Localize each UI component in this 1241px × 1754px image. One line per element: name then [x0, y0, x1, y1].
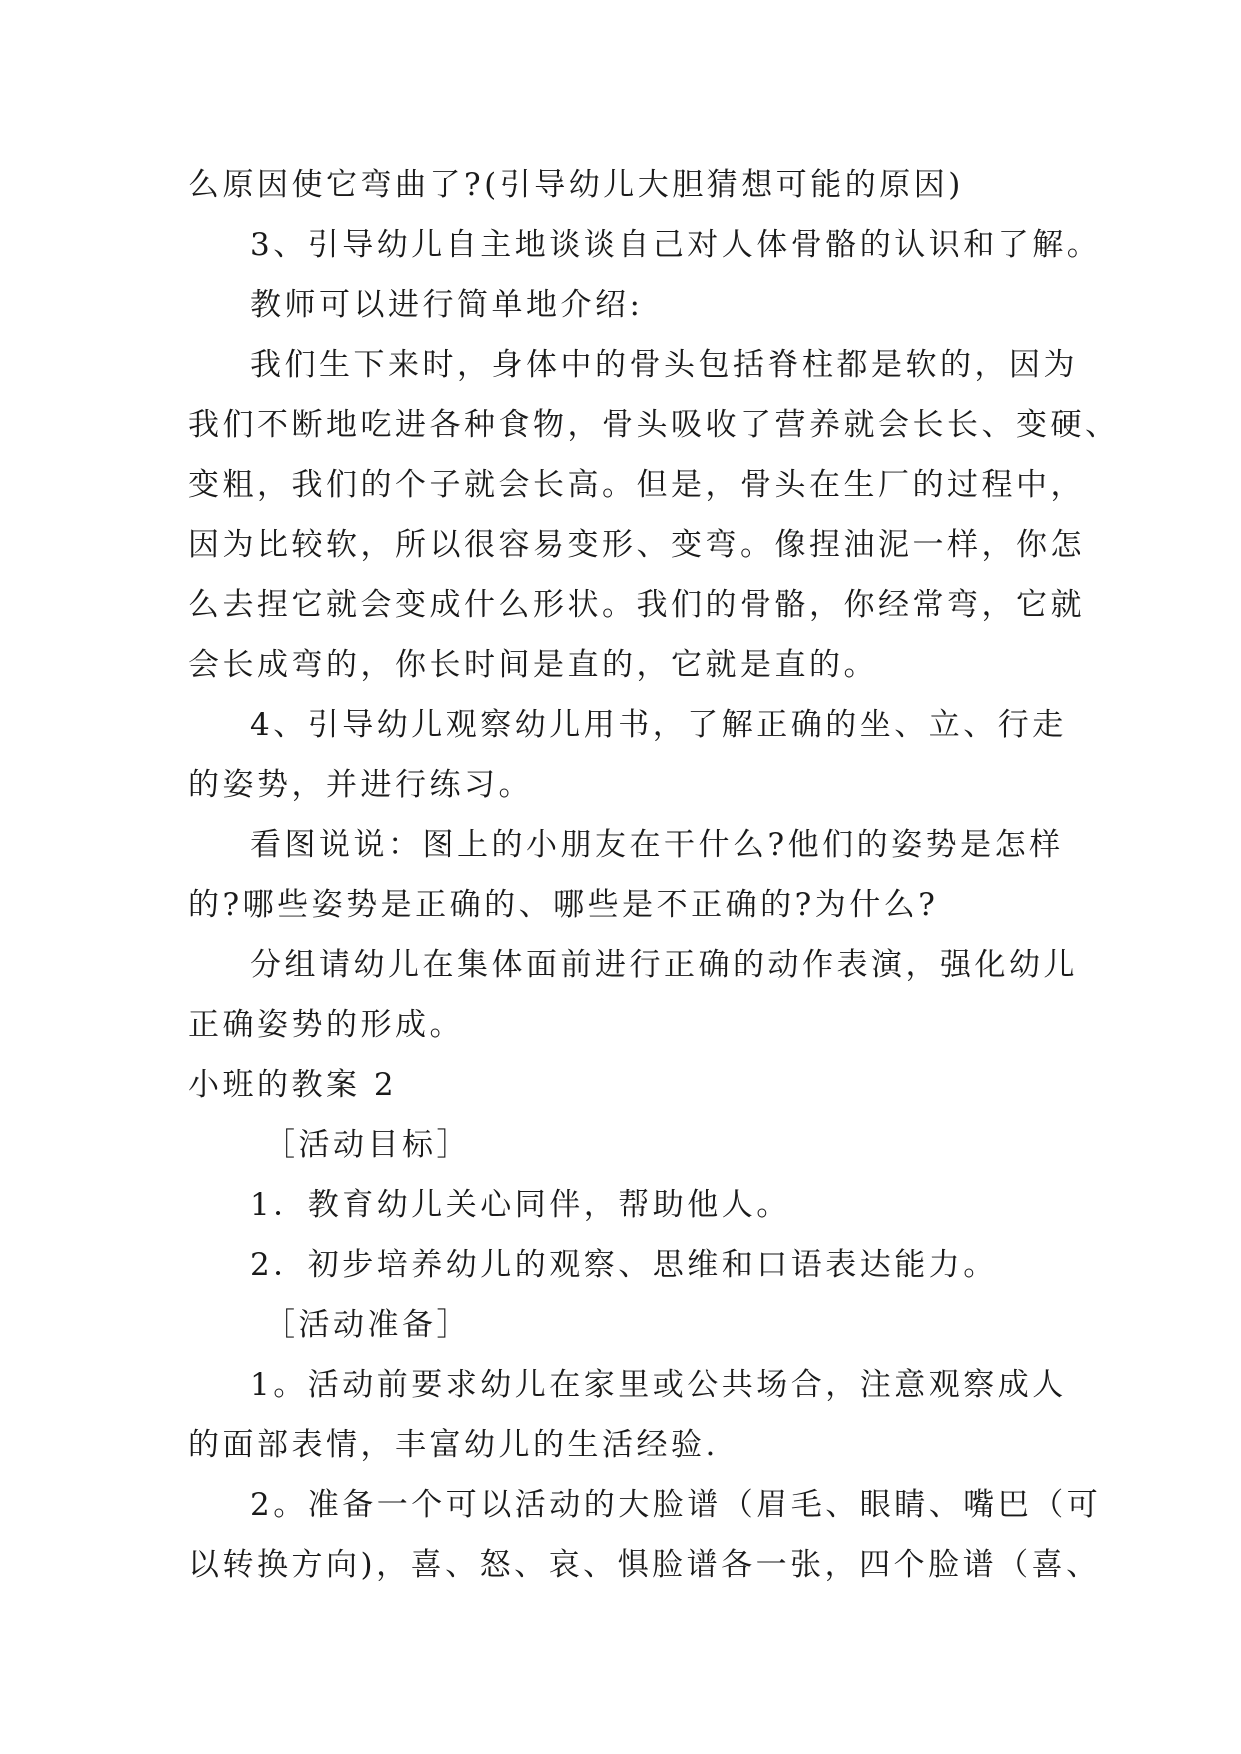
paragraph-line: 2．初步培养幼儿的观察、思维和口语表达能力。 [250, 1247, 998, 1283]
paragraph-line: 我们生下来时，身体中的骨头包括脊柱都是软的，因为 [250, 347, 1078, 383]
paragraph-line: 因为比较软，所以很容易变形、变弯。像捏油泥一样，你怎 [188, 527, 1085, 563]
section-heading: 小班的教案 2 [188, 1067, 398, 1103]
paragraph-line: 会长成弯的，你长时间是直的，它就是直的。 [188, 647, 878, 683]
paragraph-line: 3、引导幼儿自主地谈谈自己对人体骨骼的认识和了解。 [250, 227, 1102, 263]
paragraph-line: 的?哪些姿势是正确的、哪些是不正确的?为什么? [188, 887, 939, 923]
paragraph-line: 2。准备一个可以活动的大脸谱（眉毛、眼睛、嘴巴（可 [250, 1487, 1102, 1523]
subsection-heading: ［活动准备］ [264, 1307, 471, 1343]
subsection-heading: ［活动目标］ [264, 1127, 471, 1163]
paragraph-line: 4、引导幼儿观察幼儿用书，了解正确的坐、立、行走 [250, 707, 1067, 743]
paragraph-line: 我们不断地吃进各种食物，骨头吸收了营养就会长长、变硬、 [188, 407, 1120, 443]
paragraph-line: 以转换方向)，喜、怒、哀、惧脸谱各一张，四个脸谱（喜、 [188, 1547, 1101, 1583]
paragraph-line: 分组请幼儿在集体面前进行正确的动作表演，强化幼儿 [250, 947, 1078, 983]
paragraph-line: 么原因使它弯曲了?(引导幼儿大胆猜想可能的原因) [188, 167, 964, 203]
paragraph-line: 么去捏它就会变成什么形状。我们的骨骼，你经常弯，它就 [188, 587, 1085, 623]
paragraph-line: 教师可以进行简单地介绍: [250, 287, 644, 323]
paragraph-line: 正确姿势的形成。 [188, 1007, 464, 1043]
paragraph-line: 1。活动前要求幼儿在家里或公共场合，注意观察成人 [250, 1367, 1067, 1403]
paragraph-line: 的姿势，并进行练习。 [188, 767, 533, 803]
paragraph-line: 看图说说：图上的小朋友在干什么?他们的姿势是怎样 [250, 827, 1064, 863]
paragraph-line: 1．教育幼儿关心同伴，帮助他人。 [250, 1187, 791, 1223]
document-body [188, 155, 1120, 1595]
paragraph-line: 的面部表情，丰富幼儿的生活经验. [188, 1427, 719, 1463]
paragraph-line: 变粗，我们的个子就会长高。但是，骨头在生厂的过程中， [188, 467, 1085, 503]
